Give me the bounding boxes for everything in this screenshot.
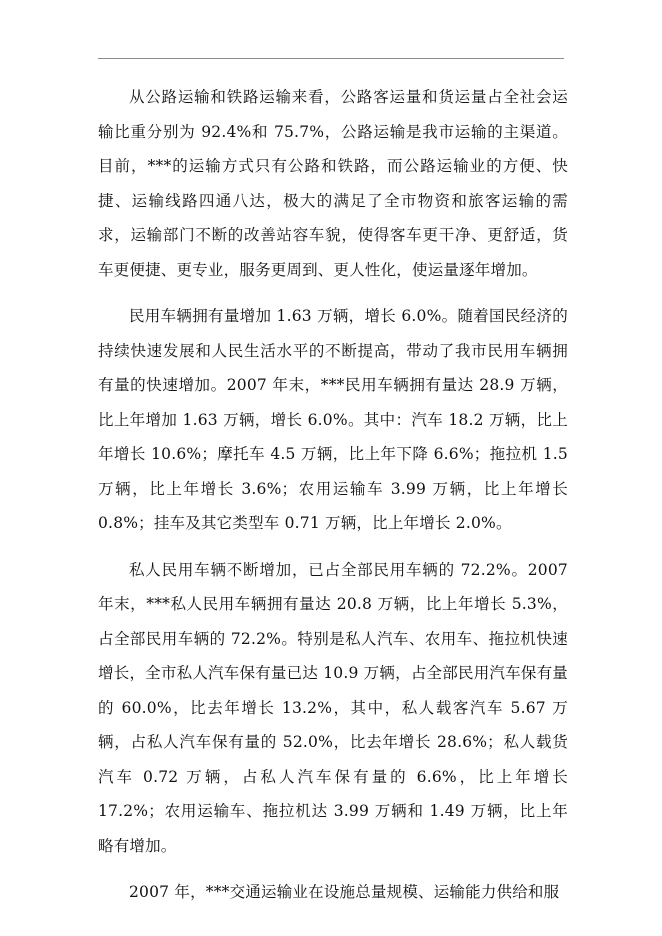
header-rule (98, 58, 564, 59)
document-body (98, 80, 568, 922)
paragraph-private-vehicles: 私人民用车辆不断增加，已占全部民用车辆的 72.2%。2007 年末，***私人民用车辆拥有量达 20.8 万辆，比上年增长 5.3%，占全部民用车辆的 72.2%。特别是私人汽车、农用车、拖拉机快速增长，全市私人汽车保有量已达 10.9 万辆，占全部民用汽车保有量的 60.0%，比去年增长 13.2%，其中，私人载客汽车 5.67 万辆，占私人汽车保有量的 52.0%，比去年增长 28.6%；私人载货汽车 0.72 万辆，占私人汽车保有量的 6.6%，比上年增长 17.2%；农用运输车、拖拉机达 3.99 万辆和 1.49 万辆，比上年略有增加。 (98, 560, 568, 855)
paragraph-transport-2007: 2007 年，***交通运输业在设施总量规模、运输能力供给和服 (129, 883, 560, 901)
paragraph-civil-vehicles: 民用车辆拥有量增加 1.63 万辆，增长 6.0%。随着国民经济的持续快速发展和人民生活水平的不断提高，带动了我市民用车辆拥有量的快速增加。2007 年末，***民用车辆拥有量达 28.9 万辆，比上年增加 1.63 万辆，增长 6.0%。其中：汽车 18.2 万辆，比上年增长 10.6%；摩托车 4.5 万辆，比上年下降 6.6%；拖拉机 1.5 万辆，比上年增长 3.6%；农用运输车 3.99 万辆，比上年增长 0.8%；挂车及其它类型车 0.71 万辆，比上年增长 2.0%。 (98, 307, 568, 532)
paragraph-road-rail-share: 从公路运输和铁路运输来看，公路客运量和货运量占全社会运输比重分别为 92.4%和 75.7%，公路运输是我市运输的主渠道。目前，***的运输方式只有公路和铁路，而公路运输业的方便、快捷、运输线路四通八达，极大的满足了全市物资和旅客运输的需求，运输部门不断的改善站容车貌，使得客车更干净、更舒适，货车更便捷、更专业，服务更周到、更人性化，使运量逐年增加。 (98, 88, 568, 279)
